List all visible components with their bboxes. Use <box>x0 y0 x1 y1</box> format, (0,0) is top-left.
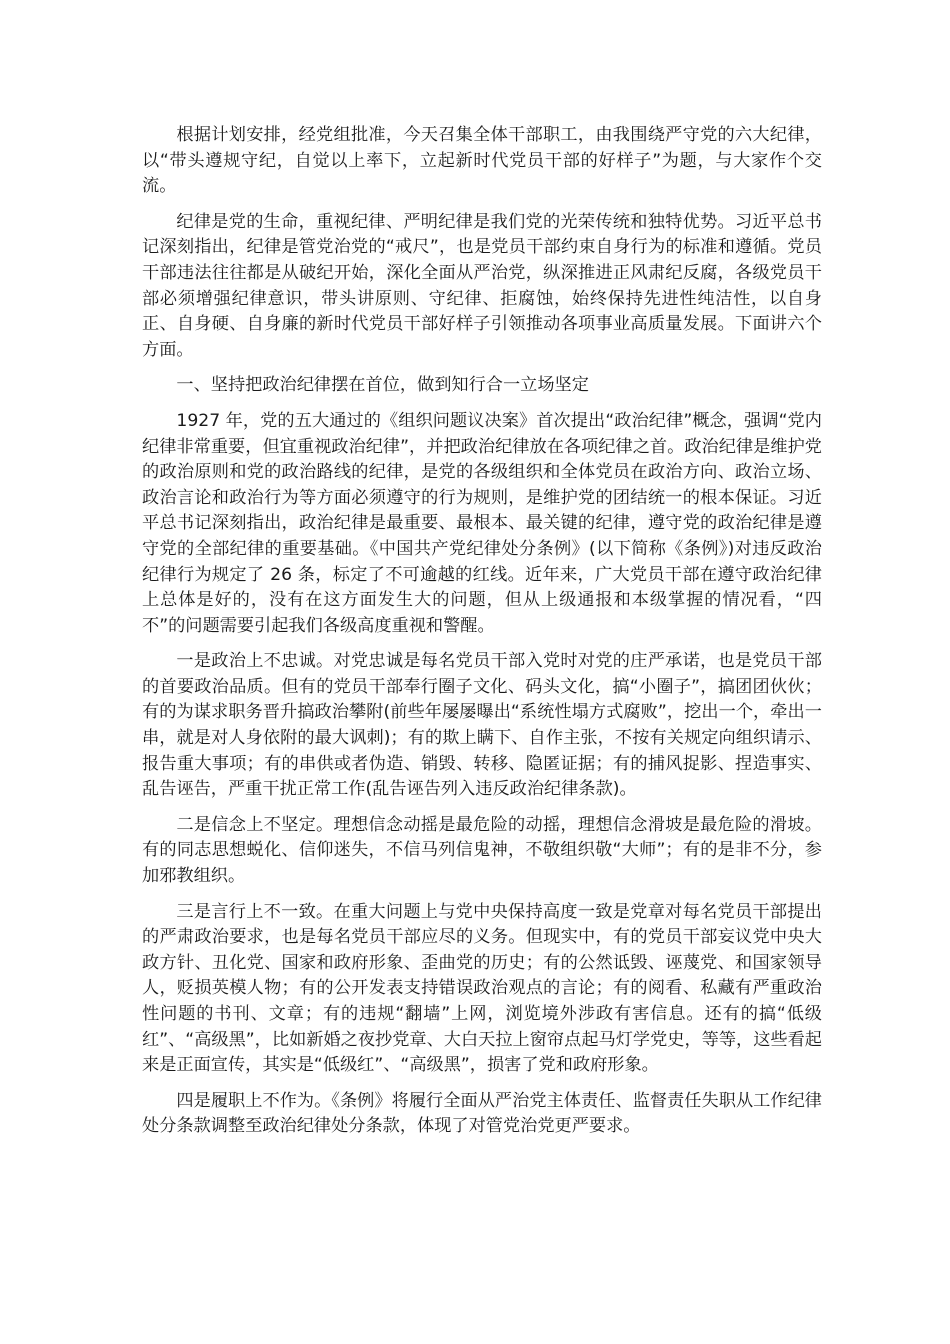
point-three-words-deeds-paragraph: 三是言行上不一致。在重大问题上与党中央保持高度一致是党章对每名党员干部提出的严肃政治要求，也是每名党员干部应尽的义务。但现实中，有的党员干部妄议党中央大政方针、丑化党、国家和政府形象、歪曲党的历史；有的公然诋毁、诬蔑党、和国家领导人，贬损英模人物；有的公开发表支持错误政治观点的言论；有的阅看、私藏有严重政治性问题的书刊、文章；有的违规“翻墙”上网，浏览境外涉政有害信息。还有的搞“低级红”、“高级黑”，比如新婚之夜抄党章、大白天拉上窗帘点起马灯学党史，等等，这些看起来是正面宣传，其实是“低级红”、“高级黑”，损害了党和政府形象。 <box>142 901 822 1076</box>
point-two-belief-paragraph: 二是信念上不坚定。理想信念动摇是最危险的动摇，理想信念滑坡是最危险的滑坡。有的同志思想蜕化、信仰迷失，不信马列信鬼神，不敬组织敬“大师”；有的是非不分，参加邪教组织。 <box>142 814 822 887</box>
political-discipline-history-paragraph: 1927 年，党的五大通过的《组织问题议决案》首次提出“政治纪律”概念，强调“党内纪律非常重要，但宜重视政治纪律”，并把政治纪律放在各项纪律之首。政治纪律是维护党的政治原则和党的政治路线的纪律，是党的各级组织和全体党员在政治方向、政治立场、政治言论和政治行为等方面必须遵守的行为规则，是维护党的团结统一的根本保证。习近平总书记深刻指出，政治纪律是最重要、最根本、最关键的纪律，遵守党的政治纪律是遵守党的全部纪律的重要基础。《中国共产党纪律处分条例》(以下简称《条例》)对违反政治纪律行为规定了 26 条，标定了不可逾越的红线。近年来，广大党员干部在遵守政治纪律上总体是好的，没有在这方面发生大的问题，但从上级通报和本级掌握的情况看，“四不”的问题需要引起我们各级高度重视和警醒。 <box>142 410 822 636</box>
intro-paragraph: 根据计划安排，经党组批准，今天召集全体干部职工，由我围绕严守党的六大纪律，以“带头遵规守纪，自觉以上率下，立起新时代党员干部的好样子”为题，与大家作个交流。 <box>142 125 822 197</box>
point-one-loyalty-paragraph: 一是政治上不忠诚。对党忠诚是每名党员干部入党时对党的庄严承诺，也是党员干部的首要政治品质。但有的党员干部奉行圈子文化、码头文化，搞“小圈子”，搞团团伙伙；有的为谋求职务晋升搞政治攀附(前些年屡屡曝出“系统性塌方式腐败”，挖出一个，牵出一串，就是对人身依附的最大讽刺)；有的欺上瞒下、自作主张，不按有关规定向组织请示、报告重大事项；有的串供或者伪造、销毁、转移、隐匿证据；有的捕风捉影、捏造事实、乱告诬告，严重干扰正常工作(乱告诬告列入违反政治纪律条款)。 <box>142 651 822 800</box>
document-page <box>142 123 822 1150</box>
discipline-overview-paragraph: 纪律是党的生命，重视纪律、严明纪律是我们党的光荣传统和独特优势。习近平总书记深刻指出，纪律是管党治党的“戒尺”，也是党员干部约束自身行为的标准和遵循。党员干部违法往往都是从破纪开始，深化全面从严治党，纵深推进正风肃纪反腐，各级党员干部必须增强纪律意识，带头讲原则、守纪律、拒腐蚀，始终保持先进性纯洁性，以自身正、自身硬、自身廉的新时代党员干部好样子引领推动各项事业高质量发展。下面讲六个方面。 <box>142 211 822 360</box>
point-four-duty-paragraph: 四是履职上不作为。《条例》将履行全面从严治党主体责任、监督责任失职从工作纪律处分条款调整至政治纪律处分条款，体现了对管党治党更严要求。 <box>142 1090 822 1137</box>
section-heading-political-discipline: 一、坚持把政治纪律摆在首位，做到知行合一立场坚定 <box>176 375 589 396</box>
